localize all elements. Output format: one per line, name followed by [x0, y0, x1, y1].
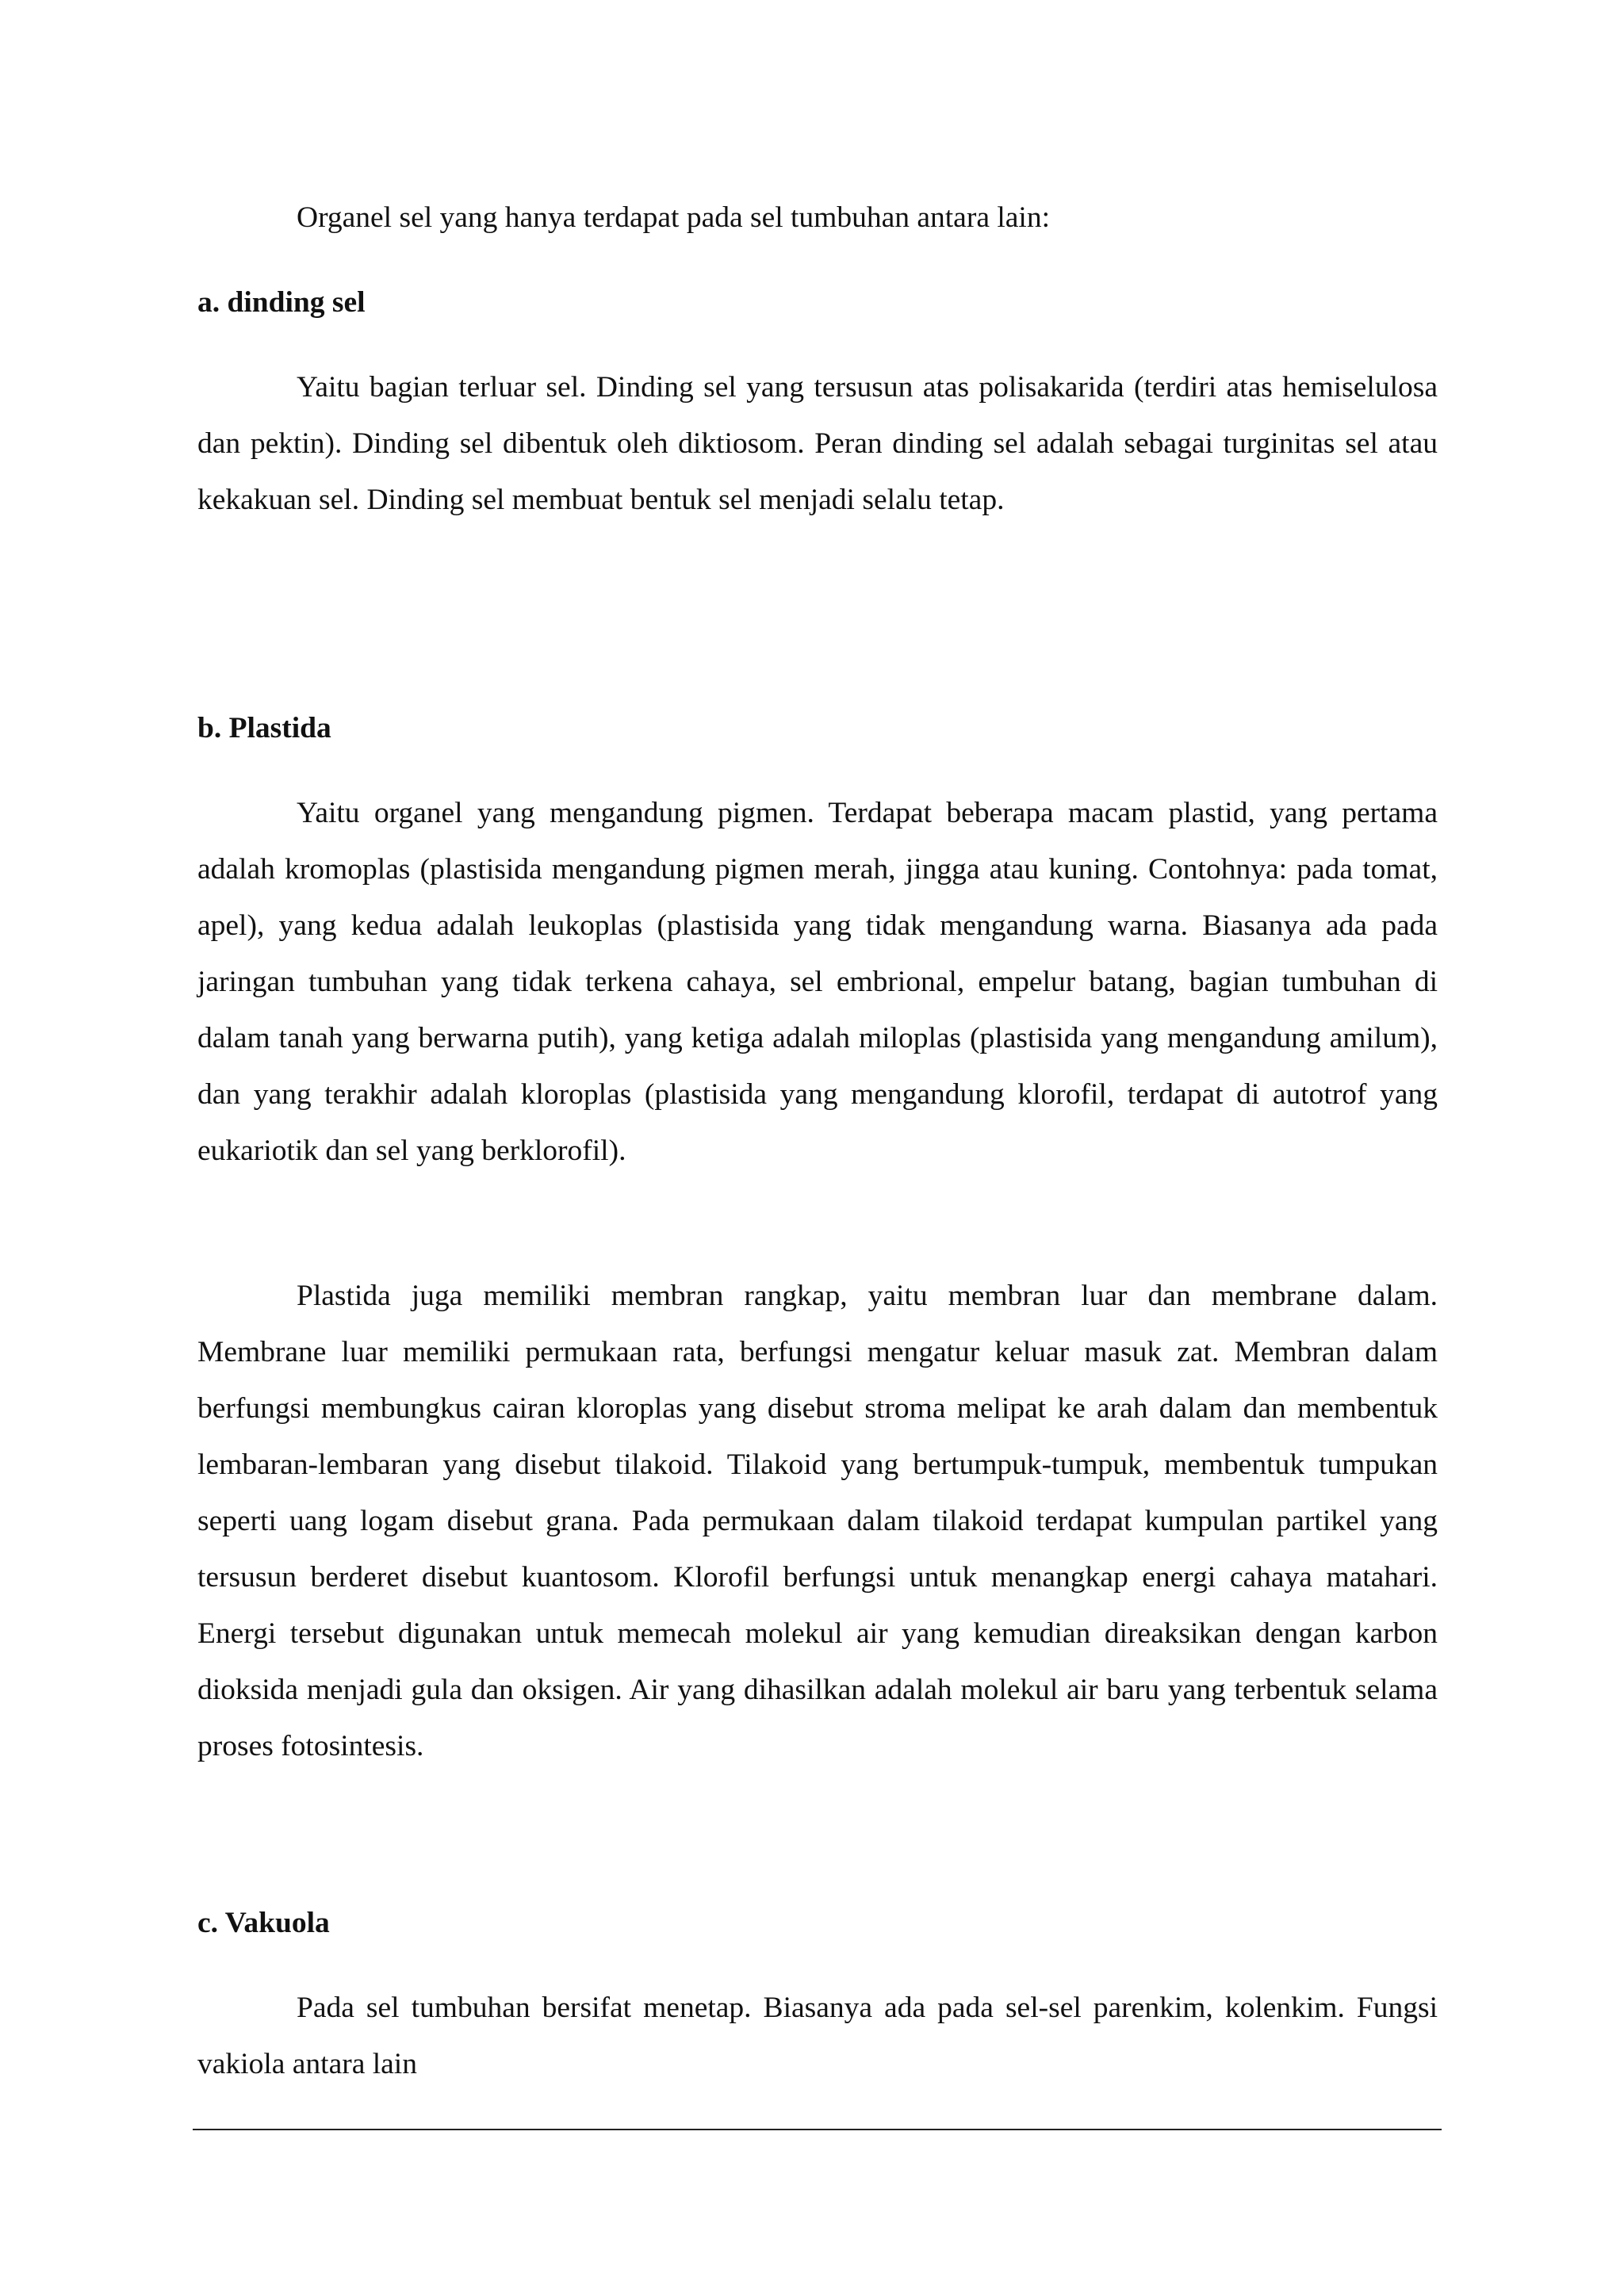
section-dinding-sel-body — [197, 359, 1438, 528]
paragraph-dinding-sel: Yaitu bagian terluar sel. Dinding sel yang tersusun atas polisakarida (terdiri atas hemiselulosa dan pektin). Dinding sel dibentuk oleh diktiosom. Peran dinding sel adalah sebagai turginitas sel atau kekakuan sel. Dinding sel membuat bentuk sel menjadi selalu tetap. — [197, 371, 1438, 516]
section-plastida-body-1 — [197, 785, 1438, 1179]
section-plastida-body-2 — [197, 1268, 1438, 1774]
intro-block — [197, 189, 1438, 246]
paragraph-plastida-1: Yaitu organel yang mengandung pigmen. Terdapat beberapa macam plastid, yang pertama adalah kromoplas (plastisida mengandung pigmen merah, jingga atau kuning. Contohnya: pada tomat, apel), yang kedua adalah leukoplas (plastisida yang tidak mengandung warna. Biasanya ada pada jaringan tumbuhan yang tidak terkena cahaya, sel embrional, empelur batang, bagian tumbuhan di dalam tanah yang berwarna putih), yang ketiga adalah miloplas (plastisida yang mengandung amilum), dan yang terakhir adalah kloroplas (plastisida yang mengandung klorofil, terdapat di autotrof yang eukariotik dan sel yang berklorofil). — [197, 797, 1438, 1167]
paragraph-vakuola: Pada sel tumbuhan bersifat menetap. Biasanya ada pada sel-sel parenkim, kolenkim. Fungsi vakiola antara lain — [197, 1992, 1438, 2080]
heading-dinding-sel: a. dinding sel — [197, 286, 366, 319]
footer-divider — [193, 2129, 1442, 2130]
paragraph-plastida-2: Plastida juga memiliki membran rangkap, yaitu membran luar dan membrane dalam. Membrane luar memiliki permukaan rata, berfungsi mengatur keluar masuk zat. Membran dalam berfungsi membungkus cairan kloroplas yang disebut stroma melipat ke arah dalam dan membentuk lembaran-lembaran yang disebut tilakoid. Tilakoid yang bertumpuk-tumpuk, membentuk tumpukan seperti uang logam disebut grana. Pada permukaan dalam tilakoid terdapat kumpulan partikel yang tersusun berderet disebut kuantosom. Klorofil berfungsi untuk menangkap energi cahaya matahari. Energi tersebut digunakan untuk memecah molekul air yang kemudian direaksikan dengan karbon dioksida menjadi gula dan oksigen. Air yang dihasilkan adalah molekul air baru yang terbentuk selama proses fotosintesis. — [197, 1280, 1438, 1762]
intro-paragraph: Organel sel yang hanya terdapat pada sel tumbuhan antara lain: — [297, 201, 1050, 234]
heading-vakuola: c. Vakuola — [197, 1907, 330, 1939]
heading-plastida: b. Plastida — [197, 712, 331, 744]
section-vakuola-body — [197, 1980, 1438, 2092]
